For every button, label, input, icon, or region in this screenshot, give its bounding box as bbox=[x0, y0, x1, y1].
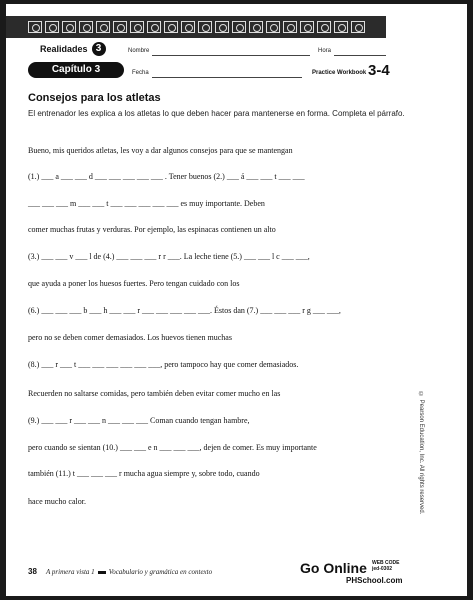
hora-label: Hora bbox=[318, 48, 332, 54]
decorative-header-band bbox=[6, 16, 386, 38]
page-title: Consejos para los atletas bbox=[28, 92, 161, 104]
nombre-label: Nombre bbox=[128, 48, 150, 54]
go-online-logo: Go Online bbox=[300, 560, 367, 576]
practice-workbook-label: Practice Workbook bbox=[312, 70, 367, 76]
workbook-number: 3-4 bbox=[368, 62, 390, 79]
page-number: 38 bbox=[28, 567, 37, 576]
fecha-line bbox=[152, 77, 302, 78]
paragraph-line: comer muchas frutas y verduras. Por ejemplo, las espinacas contienen un alto bbox=[28, 225, 276, 234]
copyright-notice: © Pearson Education, Inc. All rights reserved. bbox=[418, 392, 424, 515]
instructions: El entrenador les explica a los atletas lo que deben hacer para mantenerse en forma. Completa el párrafo. bbox=[28, 109, 405, 118]
paragraph-line: (9.) ___ ___ r ___ ___ n ___ ___ ___ Coman cuando tengan hambre, bbox=[28, 416, 250, 425]
paragraph-line: también (11.) t ___ ___ ___ r mucha agua siempre y, sobre todo, cuando bbox=[28, 469, 260, 478]
paragraph-line: hace mucho calor. bbox=[28, 497, 86, 506]
paragraph-line: pero no se deben comer demasiados. Los huevos tienen muchas bbox=[28, 333, 232, 342]
paragraph-line: Bueno, mis queridos atletas, les voy a dar algunos consejos para que se mantengan bbox=[28, 146, 293, 155]
paragraph-line: (3.) ___ ___ v ___ l de (4.) ___ ___ ___ r r ___. La leche tiene (5.) ___ ___ l c ___ ___, bbox=[28, 252, 310, 261]
phschool-link[interactable]: PHSchool.com bbox=[346, 576, 403, 585]
nombre-line bbox=[152, 55, 310, 56]
hora-line bbox=[334, 55, 386, 56]
paragraph-line: que ayuda a poner los huesos fuertes. Pero tengan cuidado con los bbox=[28, 279, 240, 288]
chapter-badge: Capítulo 3 bbox=[28, 62, 124, 78]
realidades-label: Realidades 3 bbox=[40, 42, 106, 56]
footer-separator bbox=[98, 571, 106, 574]
paragraph-line: (8.) ___ r ___ t ___ ___ ___ ___ ___ ___, pero tampoco hay que comer demasiados. bbox=[28, 360, 299, 369]
paragraph-line: pero cuando se sientan (10.) ___ ___ e n ___ ___ ___, dejen de comer. Es muy importante bbox=[28, 443, 317, 452]
fecha-label: Fecha bbox=[132, 70, 149, 76]
footer-caption: A primera vista 1 Vocabulario y gramática en contexto bbox=[46, 568, 213, 576]
paragraph-line: ___ ___ ___ m ___ ___ t ___ ___ ___ ___ ___ es muy importante. Deben bbox=[28, 199, 265, 208]
workbook-page bbox=[6, 4, 467, 596]
paragraph-line: (6.) ___ ___ ___ b ___ h ___ ___ r ___ ___ ___ ___ ___. Éstos dan (7.) ___ ___ ___ r g ___ ___, bbox=[28, 306, 341, 315]
paragraph-line: Recuerden no saltarse comidas, pero también deben evitar comer mucho en las bbox=[28, 389, 281, 398]
paragraph-line: (1.) ___ a ___ ___ d ___ ___ ___ ___ ___ . Tener buenos (2.) ___ á ___ ___ t ___ ___ bbox=[28, 172, 305, 181]
level-badge: 3 bbox=[92, 42, 106, 56]
web-code: WEB CODE jed-0302 bbox=[372, 560, 400, 572]
